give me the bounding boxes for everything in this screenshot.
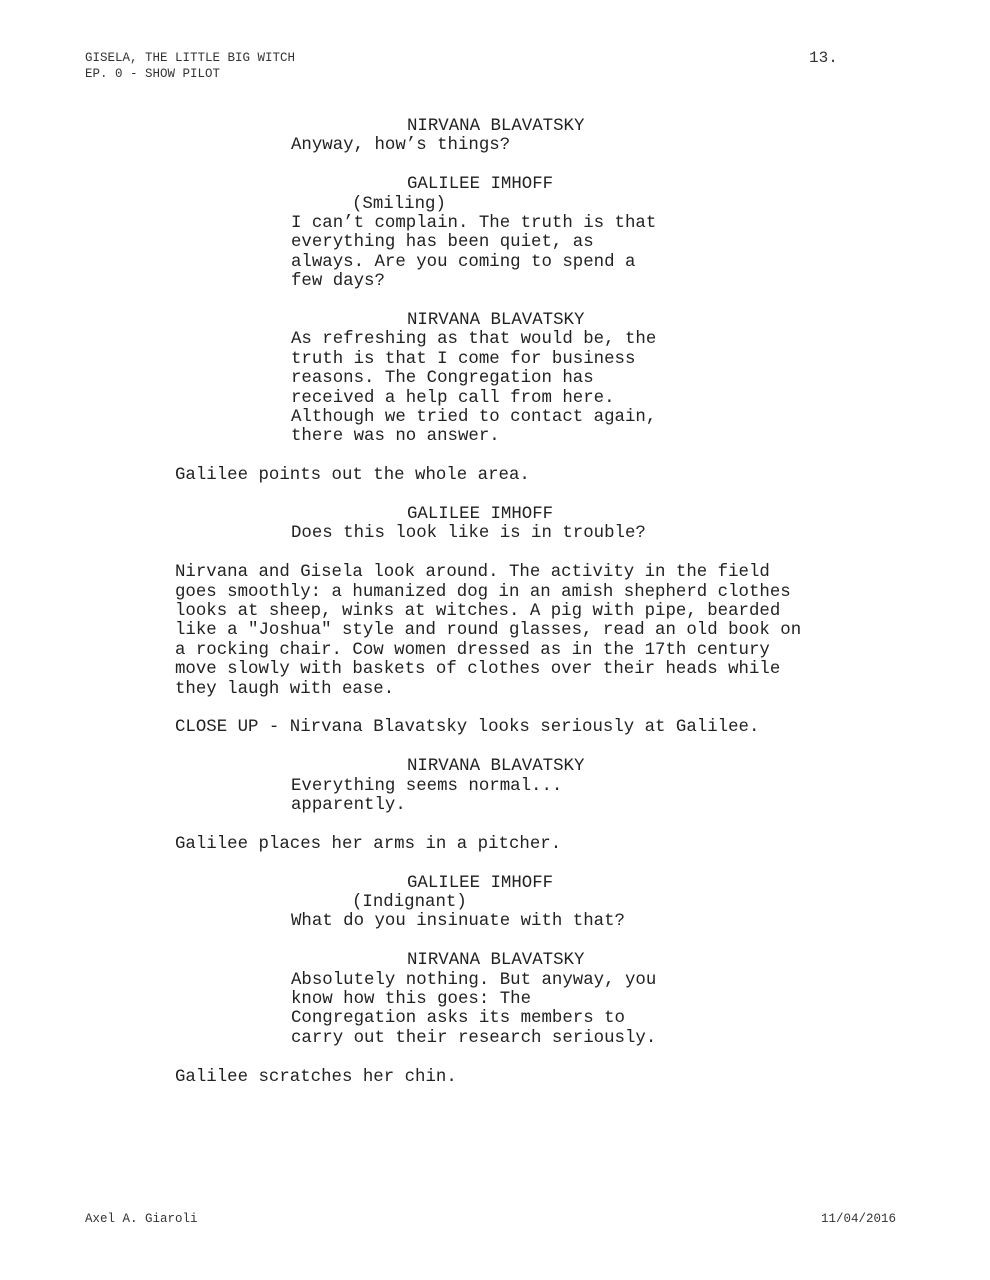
script-dialogue-line: Congregation asks its members to — [291, 1009, 625, 1029]
script-dialogue-line: reasons. The Congregation has — [291, 369, 594, 389]
script-character-line: NIRVANA BLAVATSKY — [407, 951, 585, 971]
footer-date: 11/04/2016 — [821, 1212, 897, 1226]
script-dialogue-line: there was no answer. — [291, 427, 500, 447]
script-dialogue-line: Although we tried to contact again, — [291, 408, 657, 427]
script-action-line: goes smoothly: a humanized dog in an amish shepherd clothes — [175, 582, 791, 602]
script-dialogue-line: I can’t complain. The truth is that — [291, 214, 657, 233]
script-action-line: they laugh with ease. — [175, 679, 395, 699]
script-action-line: CLOSE UP - Nirvana Blavatsky looks seriously at Galilee. — [175, 718, 760, 738]
script-action-line: move slowly with baskets of clothes over their heads while — [175, 660, 781, 680]
script-character-line: NIRVANA BLAVATSKY — [407, 311, 585, 330]
script-action-line: Galilee points out the whole area. — [175, 466, 530, 486]
script-dialogue-line: carry out their research seriously. — [291, 1028, 657, 1048]
script-dialogue-line: everything has been quiet, as — [291, 233, 594, 253]
script-character-line: GALILEE IMHOFF — [407, 175, 554, 195]
script-action-line: like a "Joshua" style and round glasses, read an old book on — [175, 621, 802, 641]
script-dialogue-line: Anyway, how’s things? — [291, 136, 511, 156]
script-dialogue-line: know how this goes: The — [291, 990, 532, 1009]
script-dialogue-line: truth is that I come for business — [291, 349, 636, 369]
script-dialogue-line: What do you insinuate with that? — [291, 912, 625, 932]
script-action-line: a rocking chair. Cow women dressed as in the 17th century — [175, 640, 770, 660]
script-dialogue-line: Does this look like is in trouble? — [291, 524, 646, 544]
footer-author: Axel A. Giaroli — [85, 1212, 198, 1226]
page-number: 13. — [809, 49, 838, 67]
script-dialogue-line: received a help call from here. — [291, 388, 615, 408]
script-character-line: NIRVANA BLAVATSKY — [407, 757, 585, 777]
script-parenthetical-line: (Indignant) — [352, 893, 467, 912]
script-character-line: GALILEE IMHOFF — [407, 505, 554, 524]
script-dialogue-line: Absolutely nothing. But anyway, you — [291, 970, 657, 990]
script-parenthetical-line: (Smiling) — [352, 194, 446, 214]
script-action-line: Galilee places her arms in a pitcher. — [175, 834, 562, 854]
header-title: GISELA, THE LITTLE BIG WITCH — [85, 51, 296, 65]
script-character-line: NIRVANA BLAVATSKY — [407, 117, 585, 136]
header-episode: EP. 0 - SHOW PILOT — [85, 67, 221, 81]
script-character-line: GALILEE IMHOFF — [407, 873, 554, 893]
script-dialogue-line: always. Are you coming to spend a — [291, 252, 636, 272]
script-action-line: looks at sheep, winks at witches. A pig with pipe, bearded — [175, 602, 781, 621]
script-action-line: Galilee scratches her chin. — [175, 1067, 457, 1087]
script-dialogue-line: few days? — [291, 272, 385, 292]
script-dialogue-line: apparently. — [291, 796, 406, 815]
script-action-line: Nirvana and Gisela look around. The activity in the field — [175, 563, 770, 583]
script-dialogue-line: As refreshing as that would be, the — [291, 330, 657, 350]
script-dialogue-line: Everything seems normal... — [291, 776, 563, 796]
